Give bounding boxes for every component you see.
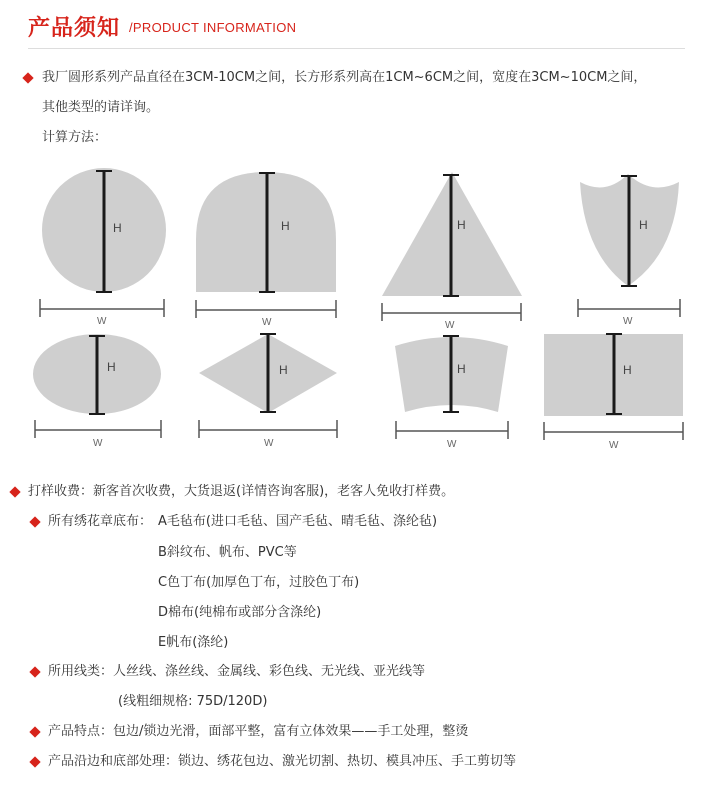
title-divider <box>28 48 685 49</box>
arch-shape-diagram <box>395 336 508 450</box>
svg-text:H: H <box>107 360 116 374</box>
page-subtitle: /PRODUCT INFORMATION <box>129 20 297 35</box>
sample-fee-text: 打样收费：新客首次收费，大货退返(详情咨询客服)，老客人免收打样费。 <box>28 484 455 499</box>
fabric-item: C色丁布(加厚色丁布，过胶色丁布) <box>158 575 360 590</box>
svg-text:H: H <box>279 363 288 377</box>
ellipse-shape-diagram <box>33 334 161 449</box>
width-label: W <box>97 316 107 327</box>
svg-text:W: W <box>445 320 455 331</box>
svg-text:H: H <box>457 218 466 232</box>
bullet-diamond-icon <box>29 726 40 737</box>
rectangle-shape-diagram <box>544 334 683 450</box>
svg-text:W: W <box>262 317 272 328</box>
svg-text:H: H <box>623 363 632 377</box>
bullet-diamond-icon <box>29 666 40 677</box>
size-range-text-continued: 其他类型的请详询。 <box>42 100 160 115</box>
measurement-diagrams <box>0 160 713 450</box>
svg-text:W: W <box>447 439 457 450</box>
edge-treatment-text: 产品沿边和底部处理：锁边、绣花包边、激光切割、热切、模具冲压、手工剪切等 <box>48 754 517 769</box>
thread-text: 所用线类：人丝线、涤丝线、金属线、彩色线、无光线、亚光线等 <box>48 664 426 679</box>
svg-text:H: H <box>639 218 648 232</box>
circle-shape-diagram <box>40 168 166 327</box>
size-range-text: 我厂圆形系列产品直径在3CM-10CM之间，长方形系列高在1CM~6CM之间，宽度在3CM~10CM之间， <box>42 70 647 85</box>
svg-text:W: W <box>264 438 274 449</box>
thread-spec-text: (线粗细规格: 75D/120D) <box>118 694 268 709</box>
fabric-item: A毛毡布(进口毛毡、国产毛毡、晴毛毡、涤纶毡) <box>158 514 438 529</box>
fabric-item: B斜纹布、帆布、PVC等 <box>158 545 297 560</box>
fabric-label: 所有绣花章底布： <box>48 514 153 529</box>
calc-method-label: 计算方法： <box>42 130 108 145</box>
svg-text:W: W <box>609 440 619 450</box>
height-label: H <box>113 221 122 235</box>
shield-shape-diagram <box>578 174 680 327</box>
bullet-diamond-icon <box>29 516 40 527</box>
features-text: 产品特点：包边/锁边光滑，面部平整，富有立体效果——手工处理，整烫 <box>48 724 469 739</box>
svg-text:W: W <box>93 438 103 449</box>
fabric-item: D棉布(纯棉布或部分含涤纶) <box>158 605 322 620</box>
svg-text:W: W <box>623 316 633 327</box>
bullet-diamond-icon <box>29 756 40 767</box>
triangle-shape-diagram <box>382 172 522 331</box>
svg-text:H: H <box>281 219 290 233</box>
fabric-item: E帆布(涤纶) <box>158 635 229 650</box>
dome-shape-diagram <box>196 172 336 328</box>
page-title: 产品须知 <box>28 16 121 41</box>
bullet-diamond-icon <box>22 72 33 83</box>
diamond-shape-diagram <box>199 334 337 449</box>
svg-text:H: H <box>457 362 466 376</box>
bullet-diamond-icon <box>9 486 20 497</box>
